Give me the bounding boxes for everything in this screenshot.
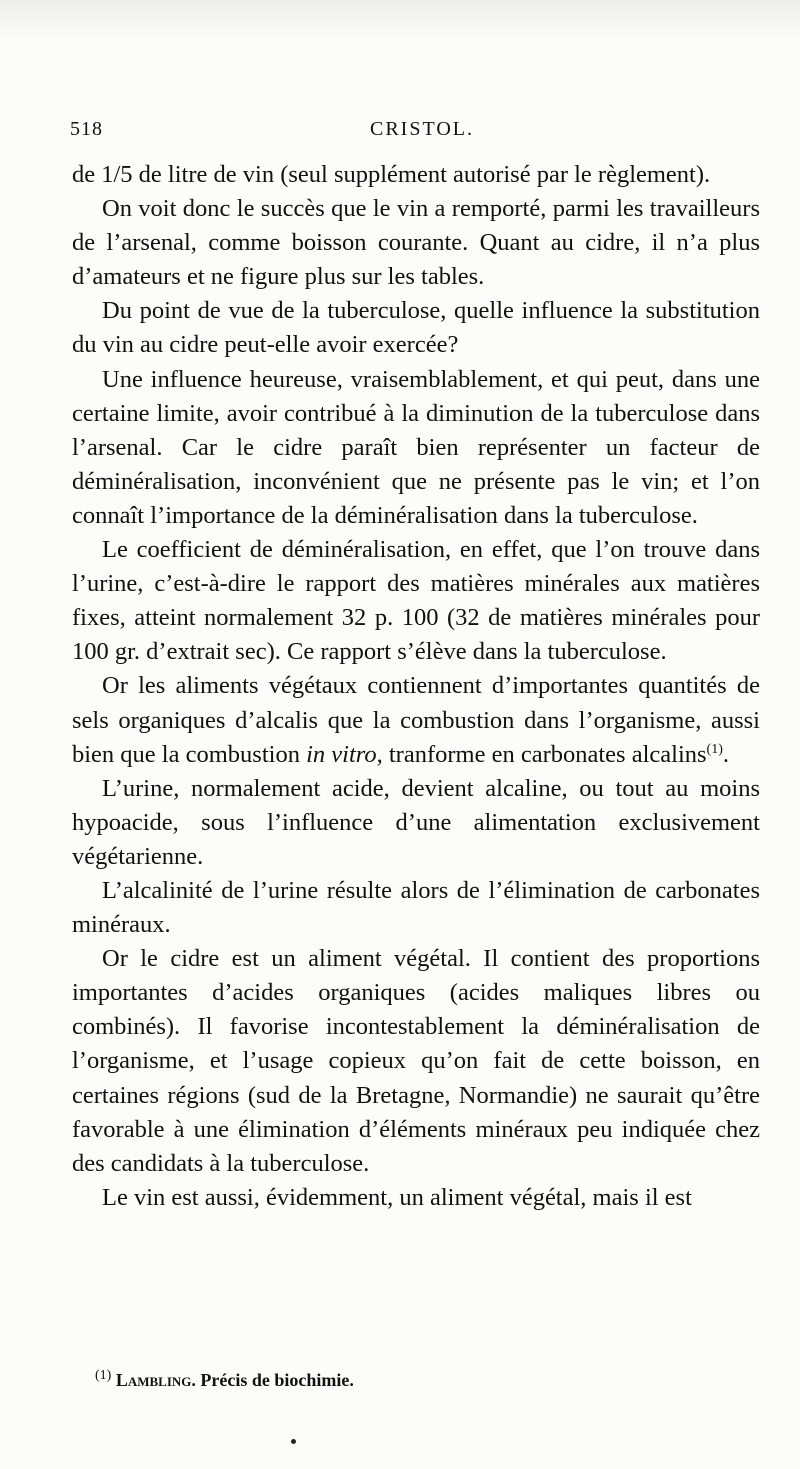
- latin-phrase: in vitro,: [306, 740, 383, 768]
- paragraph-10: Le vin est aussi, évidemment, un aliment végétal, mais il est: [102, 1183, 692, 1211]
- footnote-title: Précis de biochimie.: [200, 1370, 354, 1390]
- paragraph-4: Une influence heureuse, vraisemblablement, et qui peut, dans une certaine limite, avoir contribué à la diminution de la tuberculose dans l’arsenal. Car le cidre paraît bien représenter un facteur de déminéralisation, inconvénient que ne présente pas le vin; et l’on connaît l’importance de la déminéralisation dans la tuberculose.: [72, 365, 760, 529]
- paragraph-7: L’urine, normalement acide, devient alcaline, ou tout au moins hypoacide, sous l’influence d’une alimentation exclusivement végétarienne.: [72, 774, 760, 870]
- paragraph-9: Or le cidre est un aliment végétal. Il contient des proportions importantes d’acides organiques (acides maliques libres ou combinés). Il favorise incontestablement la déminéralisation de l’organisme, et l’usage copieux qu’on fait de cette boisson, en certaines régions (sud de la Bretagne, Normandie) ne saurait qu’être favorable à une élimination d’éléments minéraux peu indiquée chez des candidats à la tuberculose.: [72, 945, 760, 1177]
- paragraph-6-end: .: [722, 740, 729, 768]
- paragraph-8: L’alcalinité de l’urine résulte alors de l’élimination de carbonates minéraux.: [72, 876, 760, 939]
- paragraph-3: Du point de vue de la tuberculose, quelle influence la substitution du vin au cidre peut-elle avoir exercée?: [72, 297, 760, 359]
- scan-edge-shadow: [0, 0, 800, 40]
- printer-dot: [291, 1439, 296, 1444]
- running-head: CRISTOL.: [370, 118, 474, 140]
- footnote: [95, 1370, 775, 1391]
- footnote-marker: (1): [95, 1368, 112, 1383]
- paragraph-6: [72, 669, 760, 771]
- page-header: [70, 118, 770, 148]
- paragraph-6-text-b: tranforme en carbonates alcalins: [382, 740, 707, 768]
- body-text: [72, 158, 760, 1215]
- footnote-author: Lambling.: [115, 1370, 196, 1390]
- footnote-reference[interactable]: (1): [706, 741, 723, 757]
- paragraph-1: de 1/5 de litre de vin (seul supplément autorisé par le règlement).: [72, 161, 711, 188]
- paragraph-6-text-a: Or les aliments végétaux contiennent d’importantes quantités de sels organiques d’alcalis que la combustion dans l’organisme, aussi bien que la combustion: [72, 672, 760, 768]
- paragraph-5: Le coefficient de déminéralisation, en effet, que l’on trouve dans l’urine, c’est-à-dire le rapport des matières minérales aux matières fixes, atteint normalement 32 p. 100 (32 de matières minérales pour 100 gr. d’extrait sec). Ce rapport s’élève dans la tuberculose.: [72, 536, 760, 666]
- page-number: 518: [70, 118, 103, 140]
- paragraph-2: On voit donc le succès que le vin a remporté, parmi les travailleurs de l’arsenal, comme boisson courante. Quant au cidre, il n’a plus d’amateurs et ne figure plus sur les tables.: [72, 195, 760, 291]
